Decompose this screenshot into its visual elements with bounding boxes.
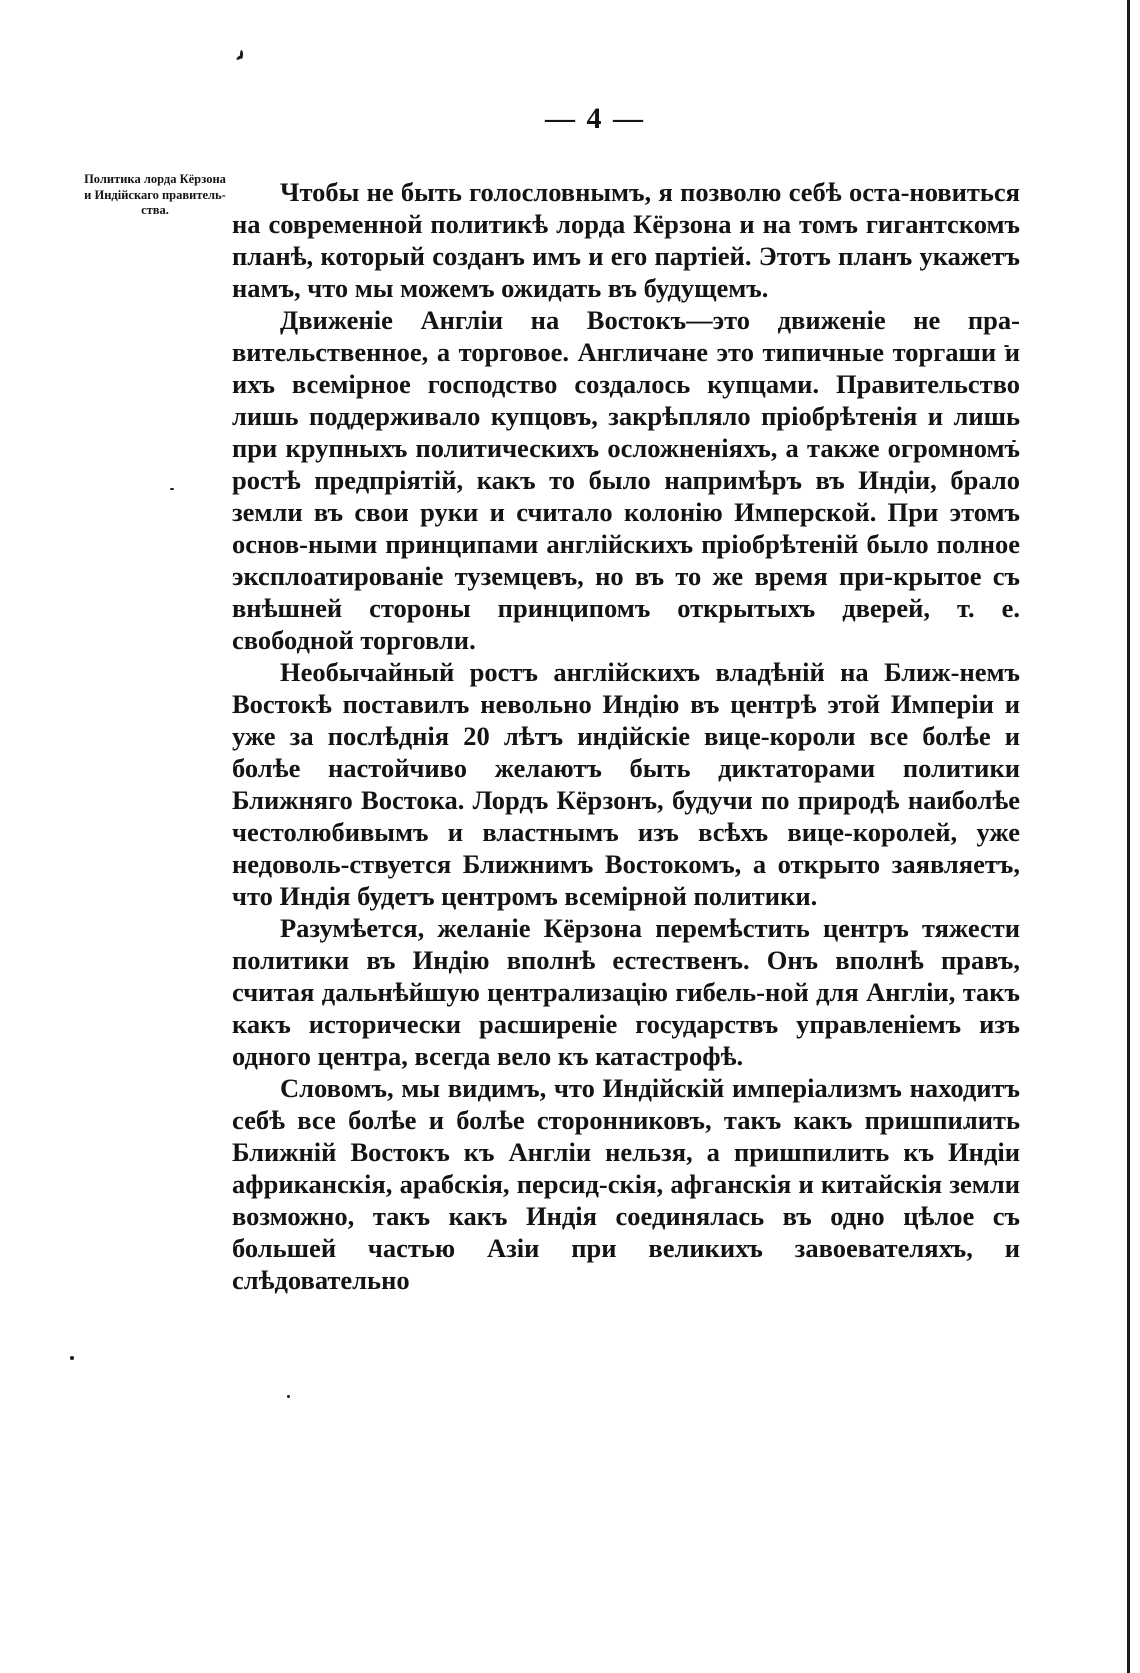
page-edge-shadow: [1127, 0, 1130, 1673]
paragraph: Словомъ, мы видимъ, что Индійскій имперіализмъ находитъ себѣ все болѣе и болѣе сторонниковъ, такъ какъ пришпилить Ближній Востокъ къ Англіи нельзя, а пришпилить къ Индіи африканскія, арабскія, персид-скія, афганскія и китайскія земли возможно, такъ какъ Индія соединялась въ одно цѣлое съ большей частью Азіи при великихъ завоевателяхъ, и слѣдовательно: [232, 1073, 1020, 1295]
scan-mark: [70, 1356, 74, 1360]
scan-mark: [240, 50, 243, 59]
page-number: — 4 —: [545, 102, 645, 135]
paragraph: Необычайный ростъ англійскихъ владѣній на Ближ-немъ Востокѣ поставилъ невольно Индію въ центрѣ этой Имперіи и уже за послѣднія 20 лѣтъ индійскіе вице-короли все болѣе и болѣе настойчиво желаютъ быть диктаторами политики Ближняго Востока. Лордъ Кёрзонъ, будучи по природѣ наиболѣе честолюбивымъ и властнымъ изъ всѣхъ вице-королей, уже недоволь-ствуется Ближнимъ Востокомъ, а открыто заявляетъ, что Индія будетъ центромъ всемірной политики.: [232, 657, 1020, 911]
paragraph: Разумѣется, желаніе Кёрзона перемѣстить центръ тяжести политики въ Индію вполнѣ естественъ. Онъ вполнѣ правъ, считая дальнѣйшую централизацію гибель-ной для Англіи, такъ какъ исторически расширеніе государствъ управленіемъ изъ одного центра, всегда вело къ катастрофѣ.: [232, 913, 1020, 1071]
paragraph: Чтобы не быть голословнымъ, я позволю себѣ оста-новиться на современной политикѣ лорда Кёрзона и на томъ гигантскомъ планѣ, который созданъ имъ и его партіей. Этотъ планъ укажетъ намъ, что мы можемъ ожидать въ будущемъ.: [232, 177, 1020, 303]
scan-mark: [170, 488, 174, 490]
paragraph: Движеніе Англіи на Востокъ—это движеніе не пра-вительственное, а торговое. Англичане это типичные торгаши и ихъ всемірное господство создалось купцами. Правительство лишь поддерживало купцовъ, закрѣпляло пріобрѣтенія и лишь при крупныхъ политическихъ осложненіяхъ, а также огромномъ ростѣ предпріятій, какъ то было напримѣръ въ Индіи, брало земли въ свои руки и считало колонію Имперской. При этомъ основ-ными принципами англійскихъ пріобрѣтеній было полное эксплоатированіе туземцевъ, но въ то же время при-крытое съ внѣшней стороны принципомъ открытыхъ дверей, т. е. свободной торговли.: [232, 305, 1020, 655]
margin-note: Политика лорда Кёрзона и Индійскаго правитель-ства.: [84, 172, 226, 217]
scan-mark: [287, 1395, 290, 1398]
body-text: [232, 176, 1020, 1296]
